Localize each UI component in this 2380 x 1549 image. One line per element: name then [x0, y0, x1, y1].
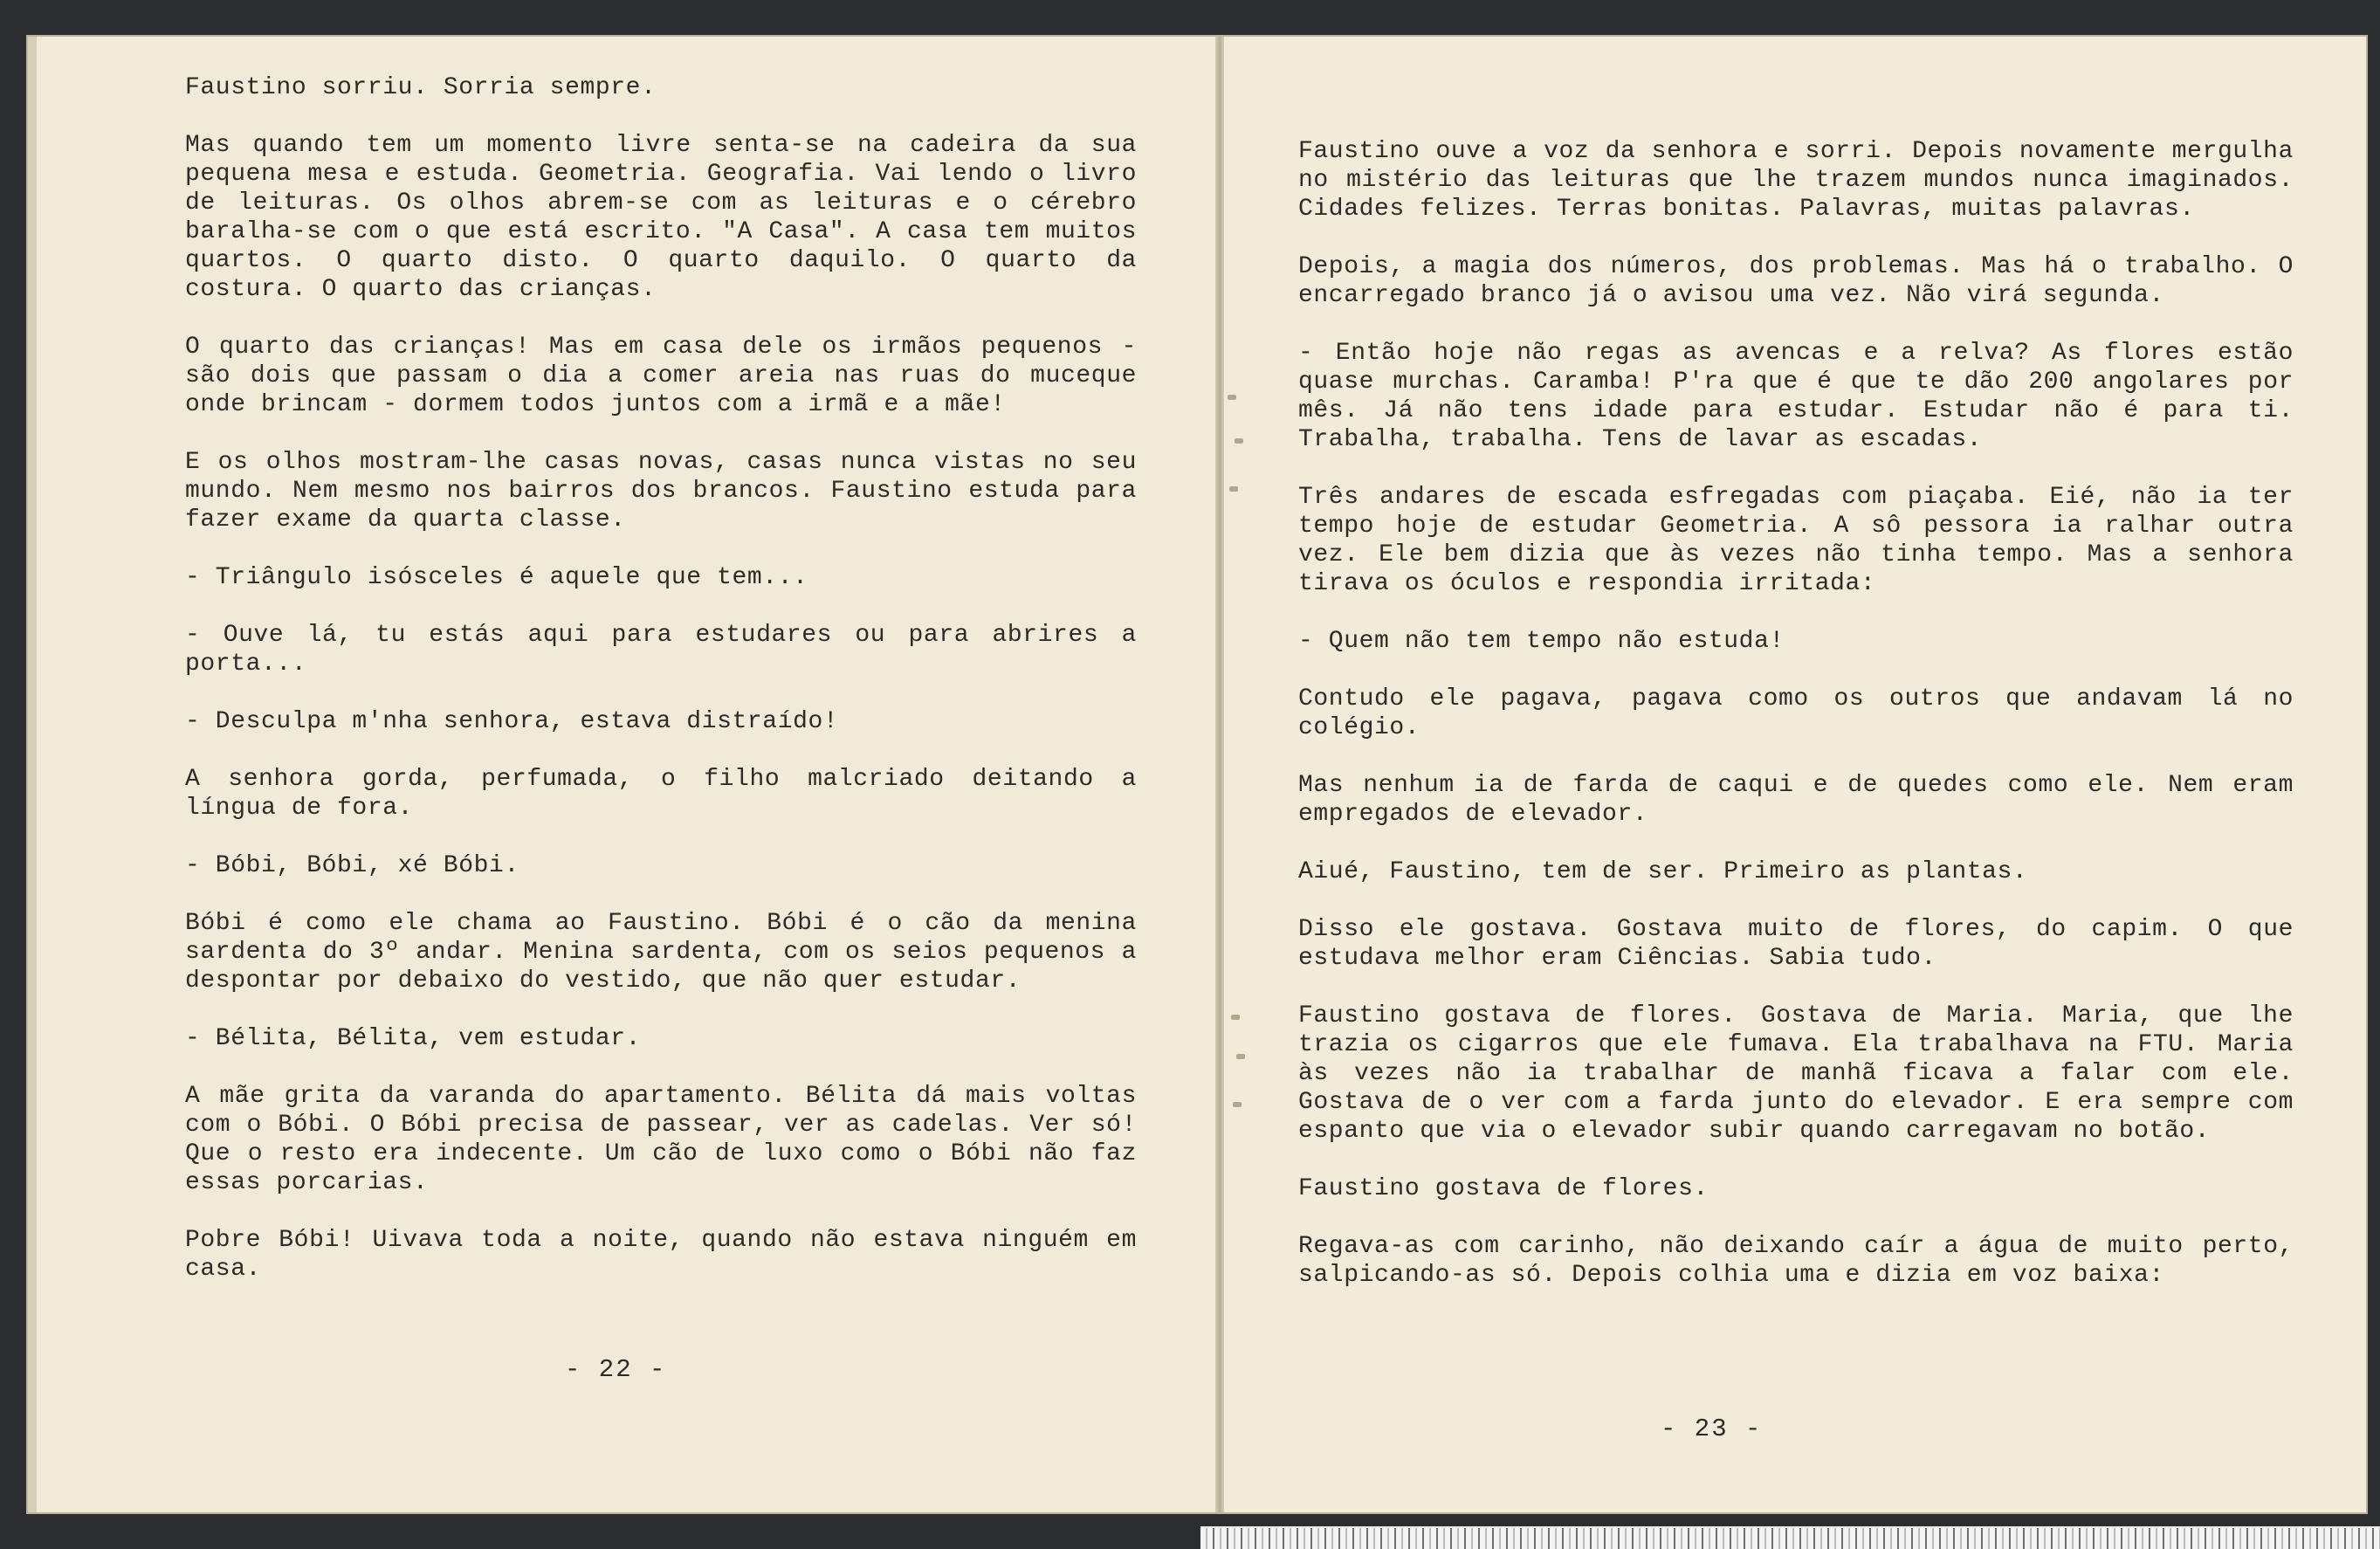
paragraph: - Quem não tem tempo não estuda!	[1298, 628, 1785, 655]
binding-mark	[1228, 395, 1236, 400]
paragraph: Mas quando tem um momento livre senta-se na cadeira da sua pequena mesa e estuda. Geometria. Geografia. Vai lendo o livro de leituras. Os olhos abrem-se com as leituras e o cérebro baralha-se com o que está escrito. "A Casa". A casa tem muitos quartos. O quarto disto. O quarto daquilo. O quarto da costura. O quarto das crianças.	[185, 132, 1137, 303]
paragraph: - Então hoje não regas as avencas e a relva? As flores estão quase murchas. Caramba! P'ra que é que te dão 200 angolares por mês. Já não tens idade para estudar. Estudar não é para ti. Trabalha, trabalha. Tens de lavar as escadas.	[1298, 340, 2294, 453]
paragraph: Disso ele gostava. Gostava muito de flores, do capim. O que estudava melhor eram Ciências. Sabia tudo.	[1298, 916, 2294, 972]
paragraph: - Ouve lá, tu estás aqui para estudares ou para abrires a porta...	[185, 622, 1137, 678]
left-page-text	[185, 73, 1137, 1312]
binding-mark	[1231, 1015, 1240, 1020]
paragraph: O quarto das crianças! Mas em casa dele os irmãos pequenos - são dois que passam o dia a comer areia nas ruas do muceque onde brincam - dormem todos juntos com a irmã e a mãe!	[185, 334, 1137, 418]
paragraph: Bóbi é como ele chama ao Faustino. Bóbi é o cão da menina sardenta do 3º andar. Menina sardenta, com os seios pequenos a despontar por debaixo do vestido, que não quer estudar.	[185, 910, 1137, 995]
page-number-right: - 23 -	[1661, 1415, 1763, 1443]
paragraph: Faustino sorriu. Sorria sempre.	[185, 74, 657, 101]
paragraph: Depois, a magia dos números, dos problemas. Mas há o trabalho. O encarregado branco já o avisou uma vez. Não virá segunda.	[1298, 253, 2294, 309]
paragraph: Regava-as com carinho, não deixando caír a água de muito perto, salpicando-as só. Depois colhia uma e dizia em voz baixa:	[1298, 1233, 2294, 1289]
paragraph: Contudo ele pagava, pagava como os outros que andavam lá no colégio.	[1298, 685, 2294, 741]
right-page	[1224, 37, 2366, 1512]
paragraph: - Desculpa m'nha senhora, estava distraído!	[185, 708, 839, 735]
binding-marks	[1224, 37, 1259, 1512]
paragraph: - Bóbi, Bóbi, xé Bóbi.	[185, 852, 519, 879]
paragraph: E os olhos mostram-lhe casas novas, casas nunca vistas no seu mundo. Nem mesmo nos bairros dos brancos. Faustino estuda para fazer exame da quarta classe.	[185, 449, 1137, 534]
left-page	[37, 37, 1215, 1512]
paragraph: Faustino gostava de flores. Gostava de Maria. Maria, que lhe trazia os cigarros que ele fumava. Ela trabalhava na FTU. Maria às vezes não ia trabalhar de manhã ficava a falar com ele. Gostava de o ver com a farda junto do elevador. E era sempre com espanto que via o elevador subir quando carregavam no botão.	[1298, 1002, 2294, 1145]
open-book	[28, 37, 2366, 1512]
binding-mark	[1229, 486, 1238, 492]
right-page-text	[1298, 137, 2294, 1318]
paragraph: A mãe grita da varanda do apartamento. Bélita dá mais voltas com o Bóbi. O Bóbi precisa de passear, ver as cadelas. Ver só! Que o resto era indecente. Um cão de luxo como o Bóbi não faz essas porcarias.	[185, 1083, 1137, 1196]
page-number-left: - 22 -	[565, 1355, 667, 1384]
paragraph: Mas nenhum ia de farda de caqui e de quedes como ele. Nem eram empregados de elevador.	[1298, 772, 2294, 828]
paragraph: Faustino ouve a voz da senhora e sorri. Depois novamente mergulha no mistério das leituras que lhe trazem mundos nunca imaginados. Cidades felizes. Terras bonitas. Palavras, muitas palavras.	[1298, 138, 2294, 223]
paragraph: - Bélita, Bélita, vem estudar.	[185, 1025, 642, 1052]
binding-mark	[1235, 438, 1243, 444]
paragraph: Três andares de escada esfregadas com piaçaba. Eié, não ia ter tempo hoje de estudar Geometria. A sô pessora ia ralhar outra vez. Ele bem dizia que às vezes não tinha tempo. Mas a senhora tirava os óculos e respondia irritada:	[1298, 484, 2294, 597]
paragraph: Faustino gostava de flores.	[1298, 1175, 1709, 1202]
paragraph: A senhora gorda, perfumada, o filho malcriado deitando a língua de fora.	[185, 766, 1137, 822]
book-gutter	[1215, 37, 1224, 1512]
paragraph: Pobre Bóbi! Uivava toda a noite, quando não estava ninguém em casa.	[185, 1227, 1137, 1283]
paragraph: Aiué, Faustino, tem de ser. Primeiro as plantas.	[1298, 858, 2028, 885]
paragraph: - Triângulo isósceles é aquele que tem...	[185, 564, 808, 591]
binding-mark	[1233, 1102, 1242, 1107]
binding-mark	[1236, 1054, 1245, 1059]
scale-ruler	[1200, 1526, 2380, 1549]
